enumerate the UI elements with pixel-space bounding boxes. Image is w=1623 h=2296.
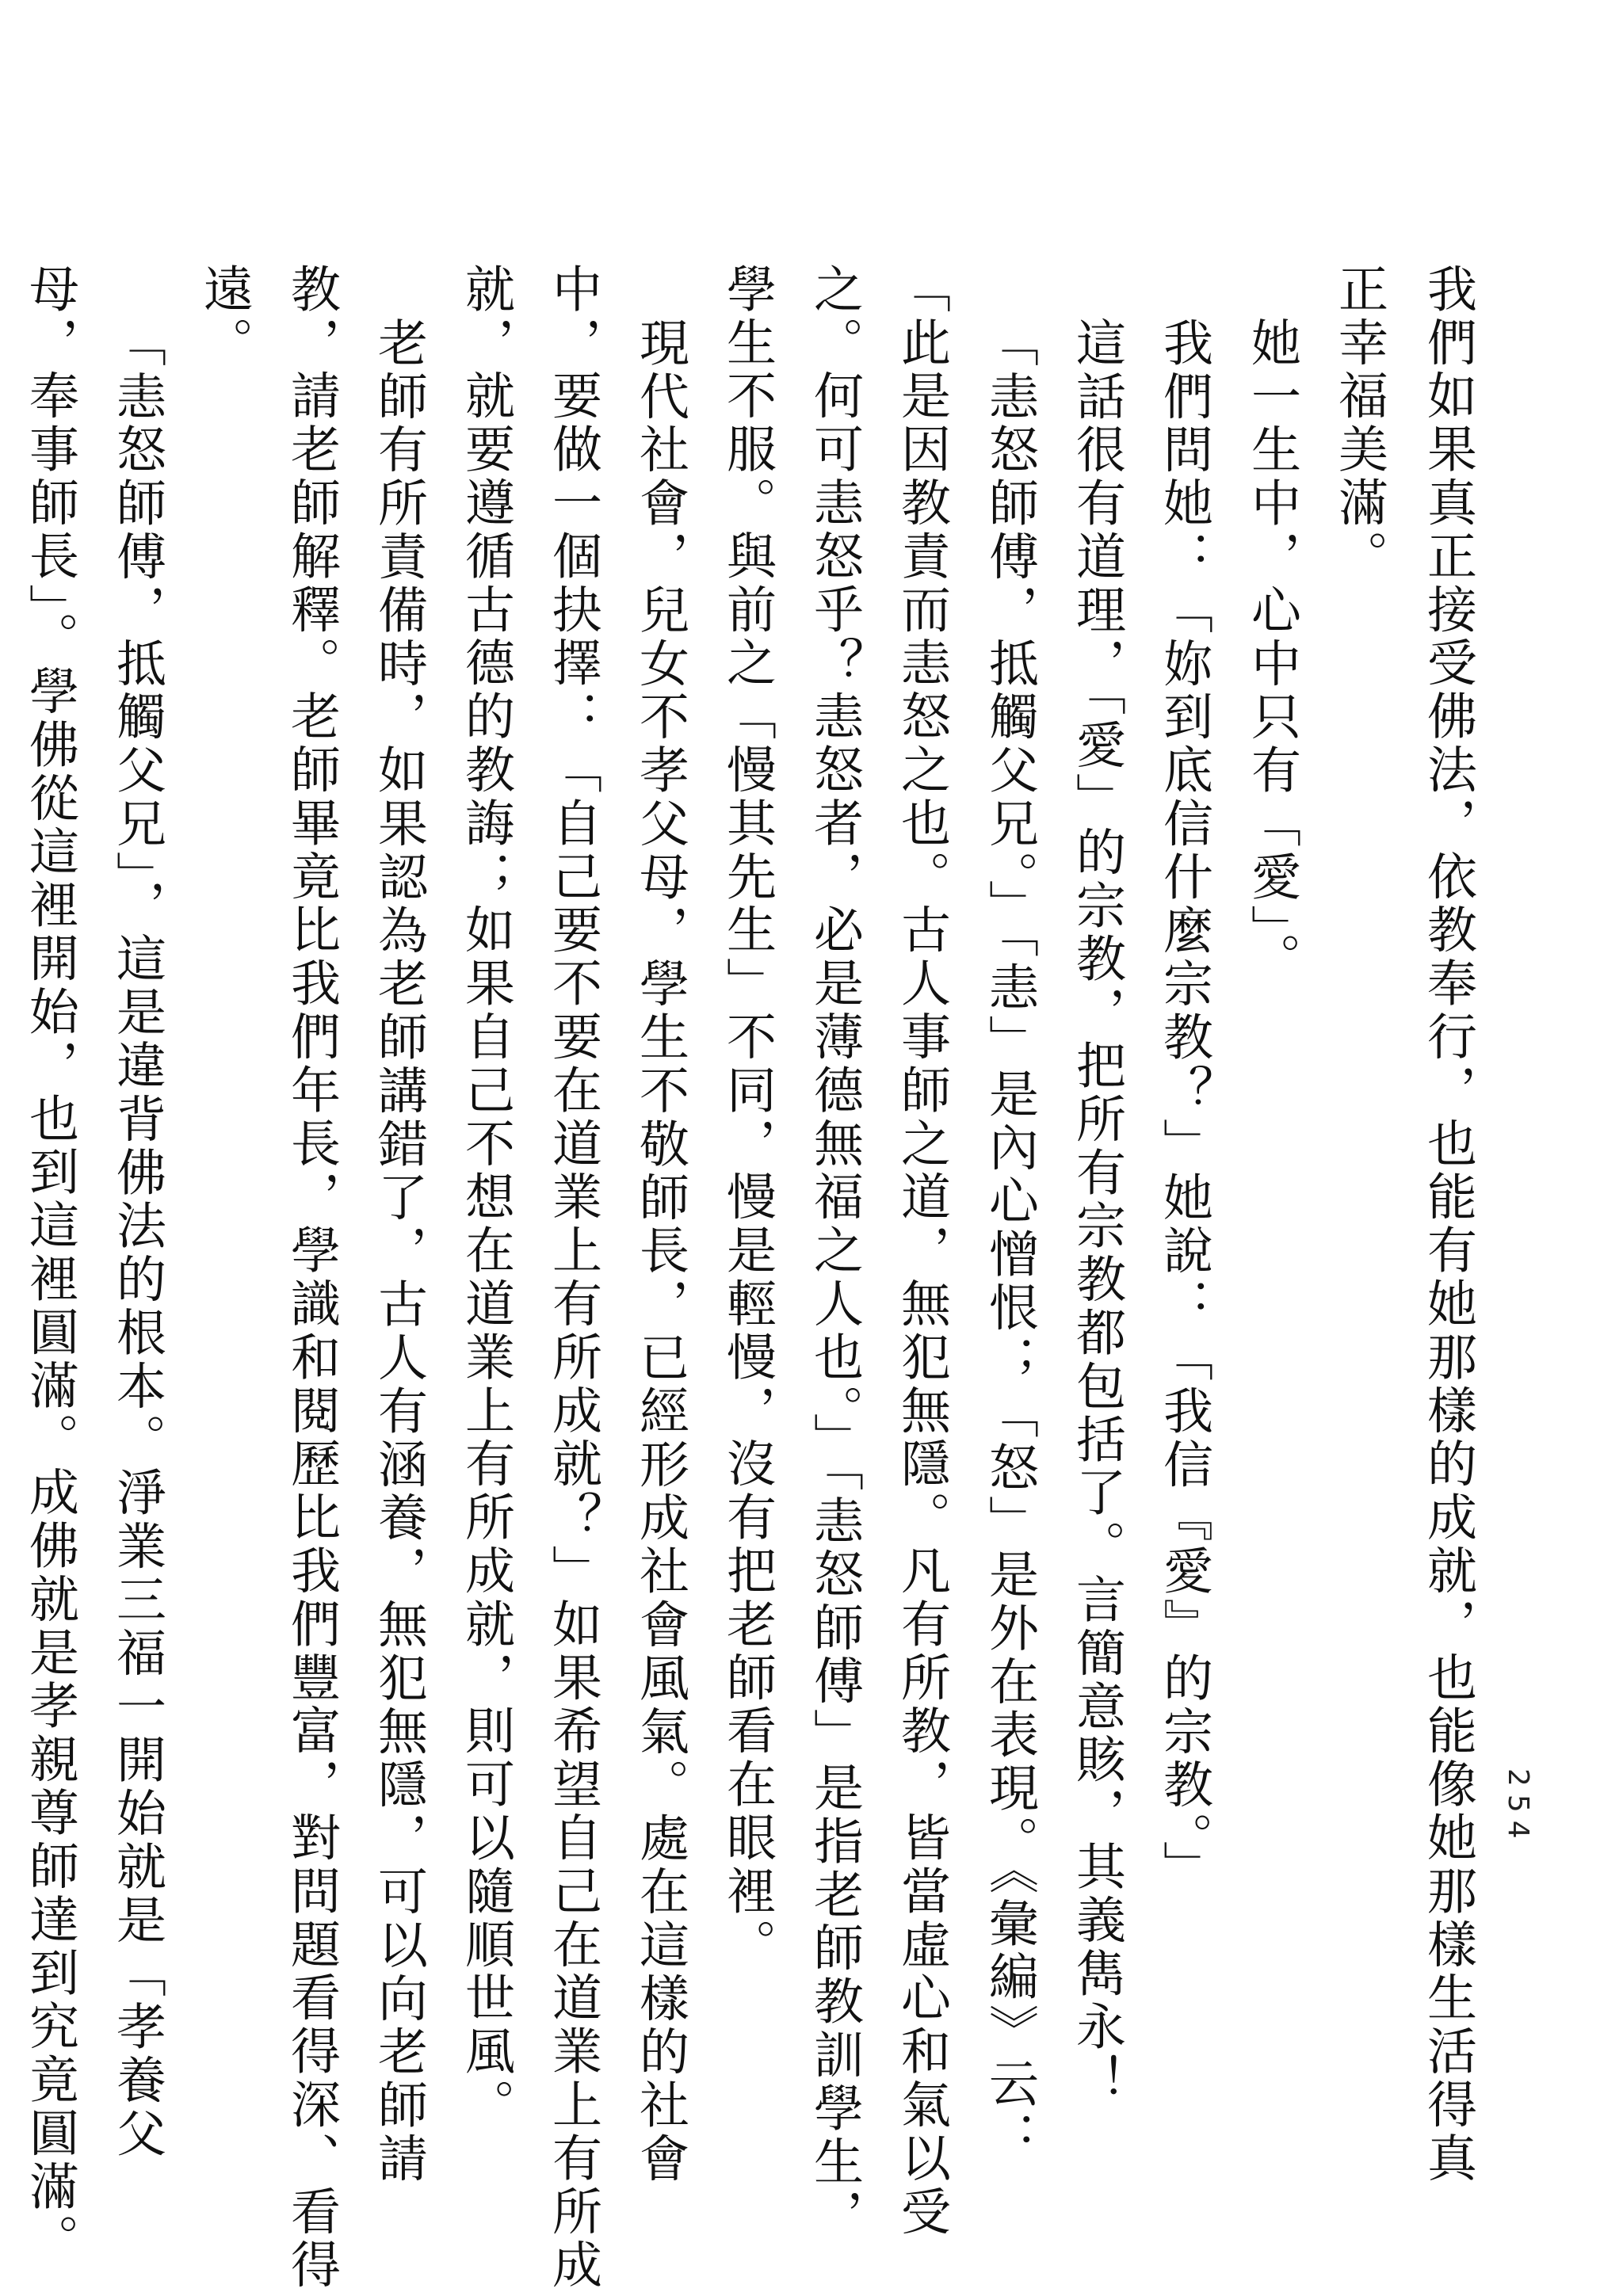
- text-column-2: 正幸福美滿。: [1331, 263, 1388, 584]
- text-column-12: 就，就要遵循古德的教誨；如果自己不想在道業上有所成就，則可以隨順世風。: [457, 263, 515, 2132]
- text-column-11: 中，要做一個抉擇：「自己要不要在道業上有所成就？」如果希望自己在道業上有所成: [544, 263, 602, 2293]
- text-column-9: 學生不服。與前之「慢其先生」不同，慢是輕慢，沒有把老師看在眼裡。: [719, 263, 777, 1972]
- text-column-14: 教，請老師解釋。老師畢竟比我們年長，學識和閱歷比我們豐富，對問題看得深、看得: [283, 263, 341, 2293]
- text-column-10: 現代社會，兒女不孝父母，學生不敬師長，已經形成社會風氣。處在這樣的社會: [632, 317, 689, 2186]
- text-column-15: 遠。: [196, 263, 254, 370]
- text-column-4: 我們問她：「妳到底信什麼宗教？」她說：「我信『愛』的宗教。」: [1155, 317, 1213, 1894]
- text-column-6: 「恚怒師傅，抵觸父兄。」「恚」是內心憎恨；「怒」是外在表現。《彙編》云：: [981, 317, 1039, 2164]
- page-number: 254: [1502, 1768, 1534, 1847]
- text-column-3: 她一生中，心中只有「愛」。: [1243, 317, 1301, 986]
- text-column-5: 這話很有道理，「愛」的宗教，把所有宗教都包括了。言簡意賅，其義雋永！: [1068, 317, 1126, 2108]
- text-column-8: 之。何可恚怒乎？恚怒者，必是薄德無福之人也。」「恚怒師傅」是指老師教訓學生，: [806, 263, 864, 2243]
- text-column-17: 母，奉事師長」。學佛從這裡開始，也到這裡圓滿。成佛就是孝親尊師達到究竟圓滿。: [21, 263, 79, 2267]
- text-column-1: 我們如果真正接受佛法，依教奉行，也能有她那樣的成就，也能像她那樣生活得真: [1419, 263, 1477, 2186]
- text-column-7: 「此是因教責而恚怒之也。古人事師之道，無犯無隱。凡有所教，皆當虛心和氣以受: [893, 263, 951, 2239]
- text-column-16: 「恚怒師傅，抵觸父兄」，這是違背佛法的根本。淨業三福一開始就是「孝養父: [109, 317, 166, 2161]
- text-column-13: 老師有所責備時，如果認為老師講錯了，古人有涵養，無犯無隱，可以向老師請: [370, 317, 428, 2186]
